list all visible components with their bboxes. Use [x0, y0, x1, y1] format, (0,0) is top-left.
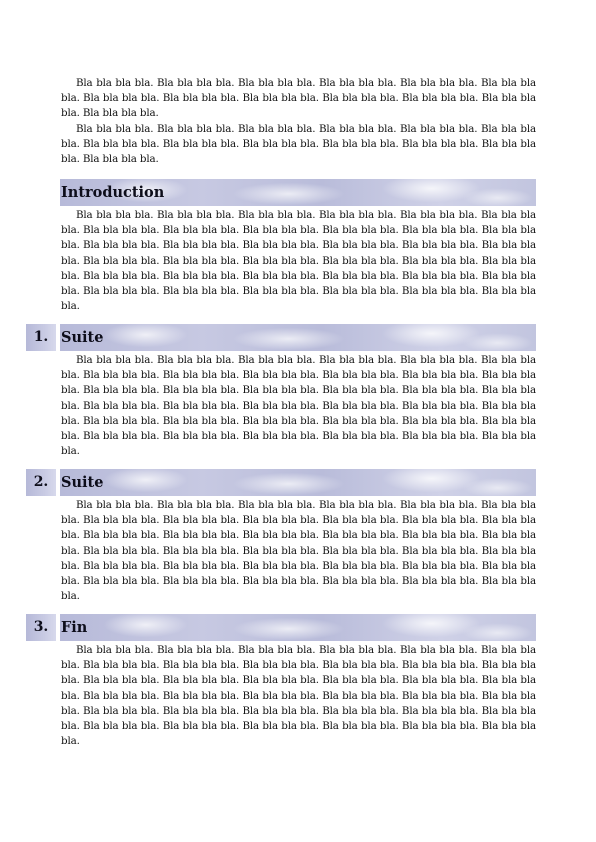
section-title: Suite	[61, 329, 104, 346]
heading-banner	[60, 179, 536, 206]
heading-banner	[60, 324, 536, 351]
intro-paragraph-2: Bla bla bla bla. Bla bla bla bla. Bla bla bla bla. Bla bla bla bla. Bla bla bla bla. Bla bla bla bla. Bla bla bla bla. Bla bla bla bla. Bla bla bla bla. Bla bla bla bla. Bla bla bla bla. Bla bla bla bla. Bla bla bla bla.	[61, 123, 536, 166]
section-title: Fin	[61, 619, 88, 636]
section-heading-3	[26, 614, 536, 641]
section-heading-introduction	[26, 179, 536, 206]
section-body-2: Bla bla bla bla. Bla bla bla bla. Bla bla bla bla. Bla bla bla bla. Bla bla bla bla. Bla bla bla bla. Bla bla bla bla. Bla bla bla bla. Bla bla bla bla. Bla bla bla bla. Bla bla bla bla. Bla bla bla bla. Bla bla bla bla. Bla bla bla bla. Bla bla bla bla. Bla bla bla bla. Bla bla bla bla. Bla bla bla bla. Bla bla bla bla. Bla bla bla bla. Bla bla bla bla. Bla bla bla bla. Bla bla bla bla. Bla bla bla bla. Bla bla bla bla. Bla bla bla bla. Bla bla bla bla. Bla bla bla bla. Bla bla bla bla. Bla bla bla bla. Bla bla bla bla. Bla bla bla bla. Bla bla bla bla. Bla bla bla bla. Bla bla bla bla. Bla bla bla bla.	[61, 499, 536, 603]
intro-paragraph-1: Bla bla bla bla. Bla bla bla bla. Bla bla bla bla. Bla bla bla bla. Bla bla bla bla. Bla bla bla bla. Bla bla bla bla. Bla bla bla bla. Bla bla bla bla. Bla bla bla bla. Bla bla bla bla. Bla bla bla bla. Bla bla bla bla.	[61, 77, 536, 120]
section-body-1: Bla bla bla bla. Bla bla bla bla. Bla bla bla bla. Bla bla bla bla. Bla bla bla bla. Bla bla bla bla. Bla bla bla bla. Bla bla bla bla. Bla bla bla bla. Bla bla bla bla. Bla bla bla bla. Bla bla bla bla. Bla bla bla bla. Bla bla bla bla. Bla bla bla bla. Bla bla bla bla. Bla bla bla bla. Bla bla bla bla. Bla bla bla bla. Bla bla bla bla. Bla bla bla bla. Bla bla bla bla. Bla bla bla bla. Bla bla bla bla. Bla bla bla bla. Bla bla bla bla. Bla bla bla bla. Bla bla bla bla. Bla bla bla bla. Bla bla bla bla. Bla bla bla bla. Bla bla bla bla. Bla bla bla bla. Bla bla bla bla. Bla bla bla bla. Bla bla bla bla.	[61, 354, 536, 458]
section-heading-1	[26, 324, 536, 351]
section-number: 2.	[26, 469, 56, 496]
section-number: 3.	[26, 614, 56, 641]
section-body-introduction: Bla bla bla bla. Bla bla bla bla. Bla bla bla bla. Bla bla bla bla. Bla bla bla bla. Bla bla bla bla. Bla bla bla bla. Bla bla bla bla. Bla bla bla bla. Bla bla bla bla. Bla bla bla bla. Bla bla bla bla. Bla bla bla bla. Bla bla bla bla. Bla bla bla bla. Bla bla bla bla. Bla bla bla bla. Bla bla bla bla. Bla bla bla bla. Bla bla bla bla. Bla bla bla bla. Bla bla bla bla. Bla bla bla bla. Bla bla bla bla. Bla bla bla bla. Bla bla bla bla. Bla bla bla bla. Bla bla bla bla. Bla bla bla bla. Bla bla bla bla. Bla bla bla bla. Bla bla bla bla. Bla bla bla bla. Bla bla bla bla. Bla bla bla bla. Bla bla bla bla.	[61, 209, 536, 313]
heading-banner	[60, 614, 536, 641]
section-heading-2	[26, 469, 536, 496]
heading-banner	[60, 469, 536, 496]
section-number: 1.	[26, 324, 56, 351]
section-title: Suite	[61, 474, 104, 491]
section-body-3: Bla bla bla bla. Bla bla bla bla. Bla bla bla bla. Bla bla bla bla. Bla bla bla bla. Bla bla bla bla. Bla bla bla bla. Bla bla bla bla. Bla bla bla bla. Bla bla bla bla. Bla bla bla bla. Bla bla bla bla. Bla bla bla bla. Bla bla bla bla. Bla bla bla bla. Bla bla bla bla. Bla bla bla bla. Bla bla bla bla. Bla bla bla bla. Bla bla bla bla. Bla bla bla bla. Bla bla bla bla. Bla bla bla bla. Bla bla bla bla. Bla bla bla bla. Bla bla bla bla. Bla bla bla bla. Bla bla bla bla. Bla bla bla bla. Bla bla bla bla. Bla bla bla bla. Bla bla bla bla. Bla bla bla bla. Bla bla bla bla. Bla bla bla bla. Bla bla bla bla.	[61, 644, 536, 748]
section-title: Introduction	[61, 184, 165, 201]
